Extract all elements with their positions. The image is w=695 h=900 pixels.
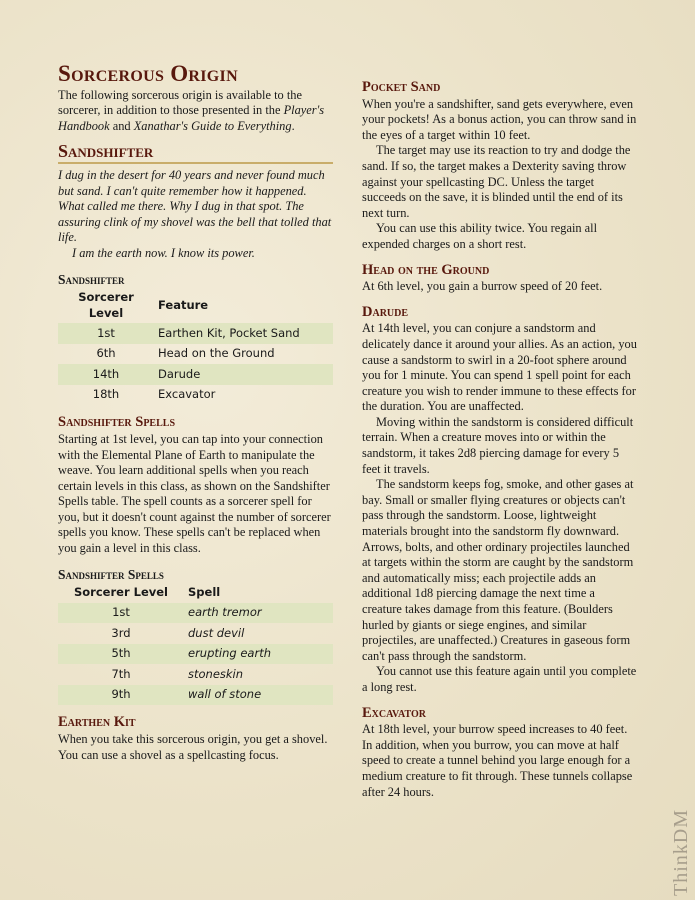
level-cell: 1st bbox=[58, 603, 184, 624]
level-cell: 14th bbox=[58, 364, 154, 385]
table-header: Feature bbox=[158, 297, 209, 312]
right-column bbox=[362, 80, 637, 800]
earthen-kit-heading: Earthen Kit bbox=[58, 714, 136, 731]
table-row bbox=[58, 623, 333, 644]
darude-paragraph: You cannot use this feature again until you complete a long rest. bbox=[362, 664, 637, 694]
darude-heading: Darude bbox=[362, 303, 409, 320]
table-row bbox=[58, 603, 333, 624]
level-cell: 7th bbox=[111, 666, 131, 681]
spell-cell: erupting earth bbox=[184, 644, 333, 665]
table-row bbox=[58, 644, 333, 665]
head-on-ground-heading: Head on the Ground bbox=[362, 261, 490, 278]
feature-cell: Excavator bbox=[158, 387, 216, 402]
spells-paragraph: Starting at 1st level, you can tap into your connection with the Elemental Plane of Earth to manipulate the weave. You learn additional spells when you reach certain levels in this class, as shown on the Sandshifter Spells table. The spell counts as a sorcerer spell for you, but it doesn't count against the number of sorcerer spells you know. These spells can't be replaced when you gain a level in this class. bbox=[58, 431, 331, 556]
level-cell: 18th bbox=[92, 387, 120, 402]
subclass-title: Sandshifter bbox=[58, 144, 333, 164]
left-column bbox=[58, 61, 333, 763]
head-on-ground-paragraph: At 6th level, you gain a burrow speed of 20 feet. bbox=[362, 279, 603, 294]
table-header: Sorcerer Level bbox=[78, 290, 134, 320]
spell-cell: dust devil bbox=[188, 625, 245, 640]
table-row bbox=[58, 344, 333, 365]
spell-table-title: Sandshifter Spells bbox=[58, 566, 164, 582]
feature-cell: Head on the Ground bbox=[158, 346, 275, 361]
level-cell: 5th bbox=[58, 644, 184, 665]
table-row bbox=[58, 664, 333, 685]
earthen-kit-paragraph: When you take this sorcerous origin, you get a shovel. You can use a shovel as a spellcasting focus. bbox=[58, 731, 328, 762]
table-row bbox=[58, 364, 333, 385]
feature-cell: Earthen Kit, Pocket Sand bbox=[154, 323, 333, 344]
intro-text: and bbox=[109, 118, 134, 133]
level-cell: 3rd bbox=[111, 625, 131, 640]
flavor-quote: I dug in the desert for 40 years and never found much but sand. I can't quite remember how it happened. What called me there. Why I dug in that spot. The assuring clink of my shovel was the bell that tolled that life. bbox=[58, 167, 332, 245]
book-title: Player's Handbook bbox=[58, 103, 325, 133]
level-cell: 9th bbox=[58, 685, 184, 706]
darude-paragraph: Moving within the sandstorm is considered difficult terrain. When a creature moves into or within the sandstorm, it takes 2d8 piercing damage for every 5 feet it travels. bbox=[362, 414, 634, 476]
spell-cell: earth tremor bbox=[184, 603, 333, 624]
spell-cell: wall of stone bbox=[184, 685, 333, 706]
table-header: Spell bbox=[188, 585, 221, 600]
book-title: Xanathar's Guide to Everything bbox=[133, 118, 292, 133]
excavator-heading: Excavator bbox=[362, 704, 426, 721]
darude-paragraph: At 14th level, you can conjure a sandstorm and delicately dance it around your allies. As an action, you cause a sandstorm to swirl in a 20-foot sphere around you for 1 minute. You can spend 1 spell point for each creature you wish to render immune to these effects for the duration. You are unaffected. bbox=[362, 321, 637, 414]
darude-paragraph: The sandstorm keeps fog, smoke, and other gases at bay. Small or smaller flying creatures or objects can't pass through the sandstorm. Loose, lightweight materials brought into the sandstorm fly downward. Arrows, bolts, and other ordinary projectiles launched at targets within the storm are caught by the sandstorm and automatically miss; each projectile adds an additional 1d8 piercing damage the next time a creature takes damage from this feature. (Boulders hurled by giants or siege engines, and similar projectiles, are unaffected.) Creatures in gaseous form can't pass through the sandstorm. bbox=[362, 477, 634, 663]
page-title: Sorcerous Origin bbox=[58, 61, 238, 86]
intro-paragraph bbox=[58, 88, 333, 135]
feature-table bbox=[58, 288, 333, 405]
watermark: ThinkDM bbox=[670, 809, 692, 896]
pocket-sand-heading: Pocket Sand bbox=[362, 79, 441, 95]
spell-cell: stoneskin bbox=[188, 666, 244, 681]
level-cell: 6th bbox=[96, 346, 116, 361]
excavator-paragraph: At 18th level, your burrow speed increases to 40 feet. In addition, when you burrow, you can move at half speed to create a tunnel behind you large enough for a medium creature to fit through. These tunnels collapse after 24 hours. bbox=[362, 722, 633, 799]
table-row bbox=[58, 685, 333, 706]
pocket-sand-paragraph: You can use this ability twice. You regain all expended charges on a short rest. bbox=[362, 221, 598, 251]
pocket-sand-paragraph: When you're a sandshifter, sand gets everywhere, even your pockets! As a bonus action, you can throw sand in the eyes of a target within 10 feet. bbox=[362, 96, 637, 142]
intro-text: The following sorcerous origin is available to the sorcerer, in addition to those presented in the bbox=[58, 87, 302, 118]
table-row bbox=[58, 385, 333, 406]
table-header: Sorcerer Level bbox=[74, 585, 168, 600]
flavor-quote: I am the earth now. I know its power. bbox=[72, 245, 255, 260]
feature-table-title: Sandshifter bbox=[58, 271, 125, 287]
spells-heading: Sandshifter Spells bbox=[58, 414, 175, 431]
table-row bbox=[58, 323, 333, 344]
pocket-sand-paragraph: The target may use its reaction to try and dodge the sand. If so, the target makes a Dexterity saving throw against your spellcasting DC. Unless the target succeeds on the save, it is blinded until the end of its next turn. bbox=[362, 143, 631, 220]
spell-table bbox=[58, 583, 333, 705]
intro-text: . bbox=[291, 118, 295, 133]
feature-cell: Darude bbox=[154, 364, 333, 385]
level-cell: 1st bbox=[58, 323, 154, 344]
